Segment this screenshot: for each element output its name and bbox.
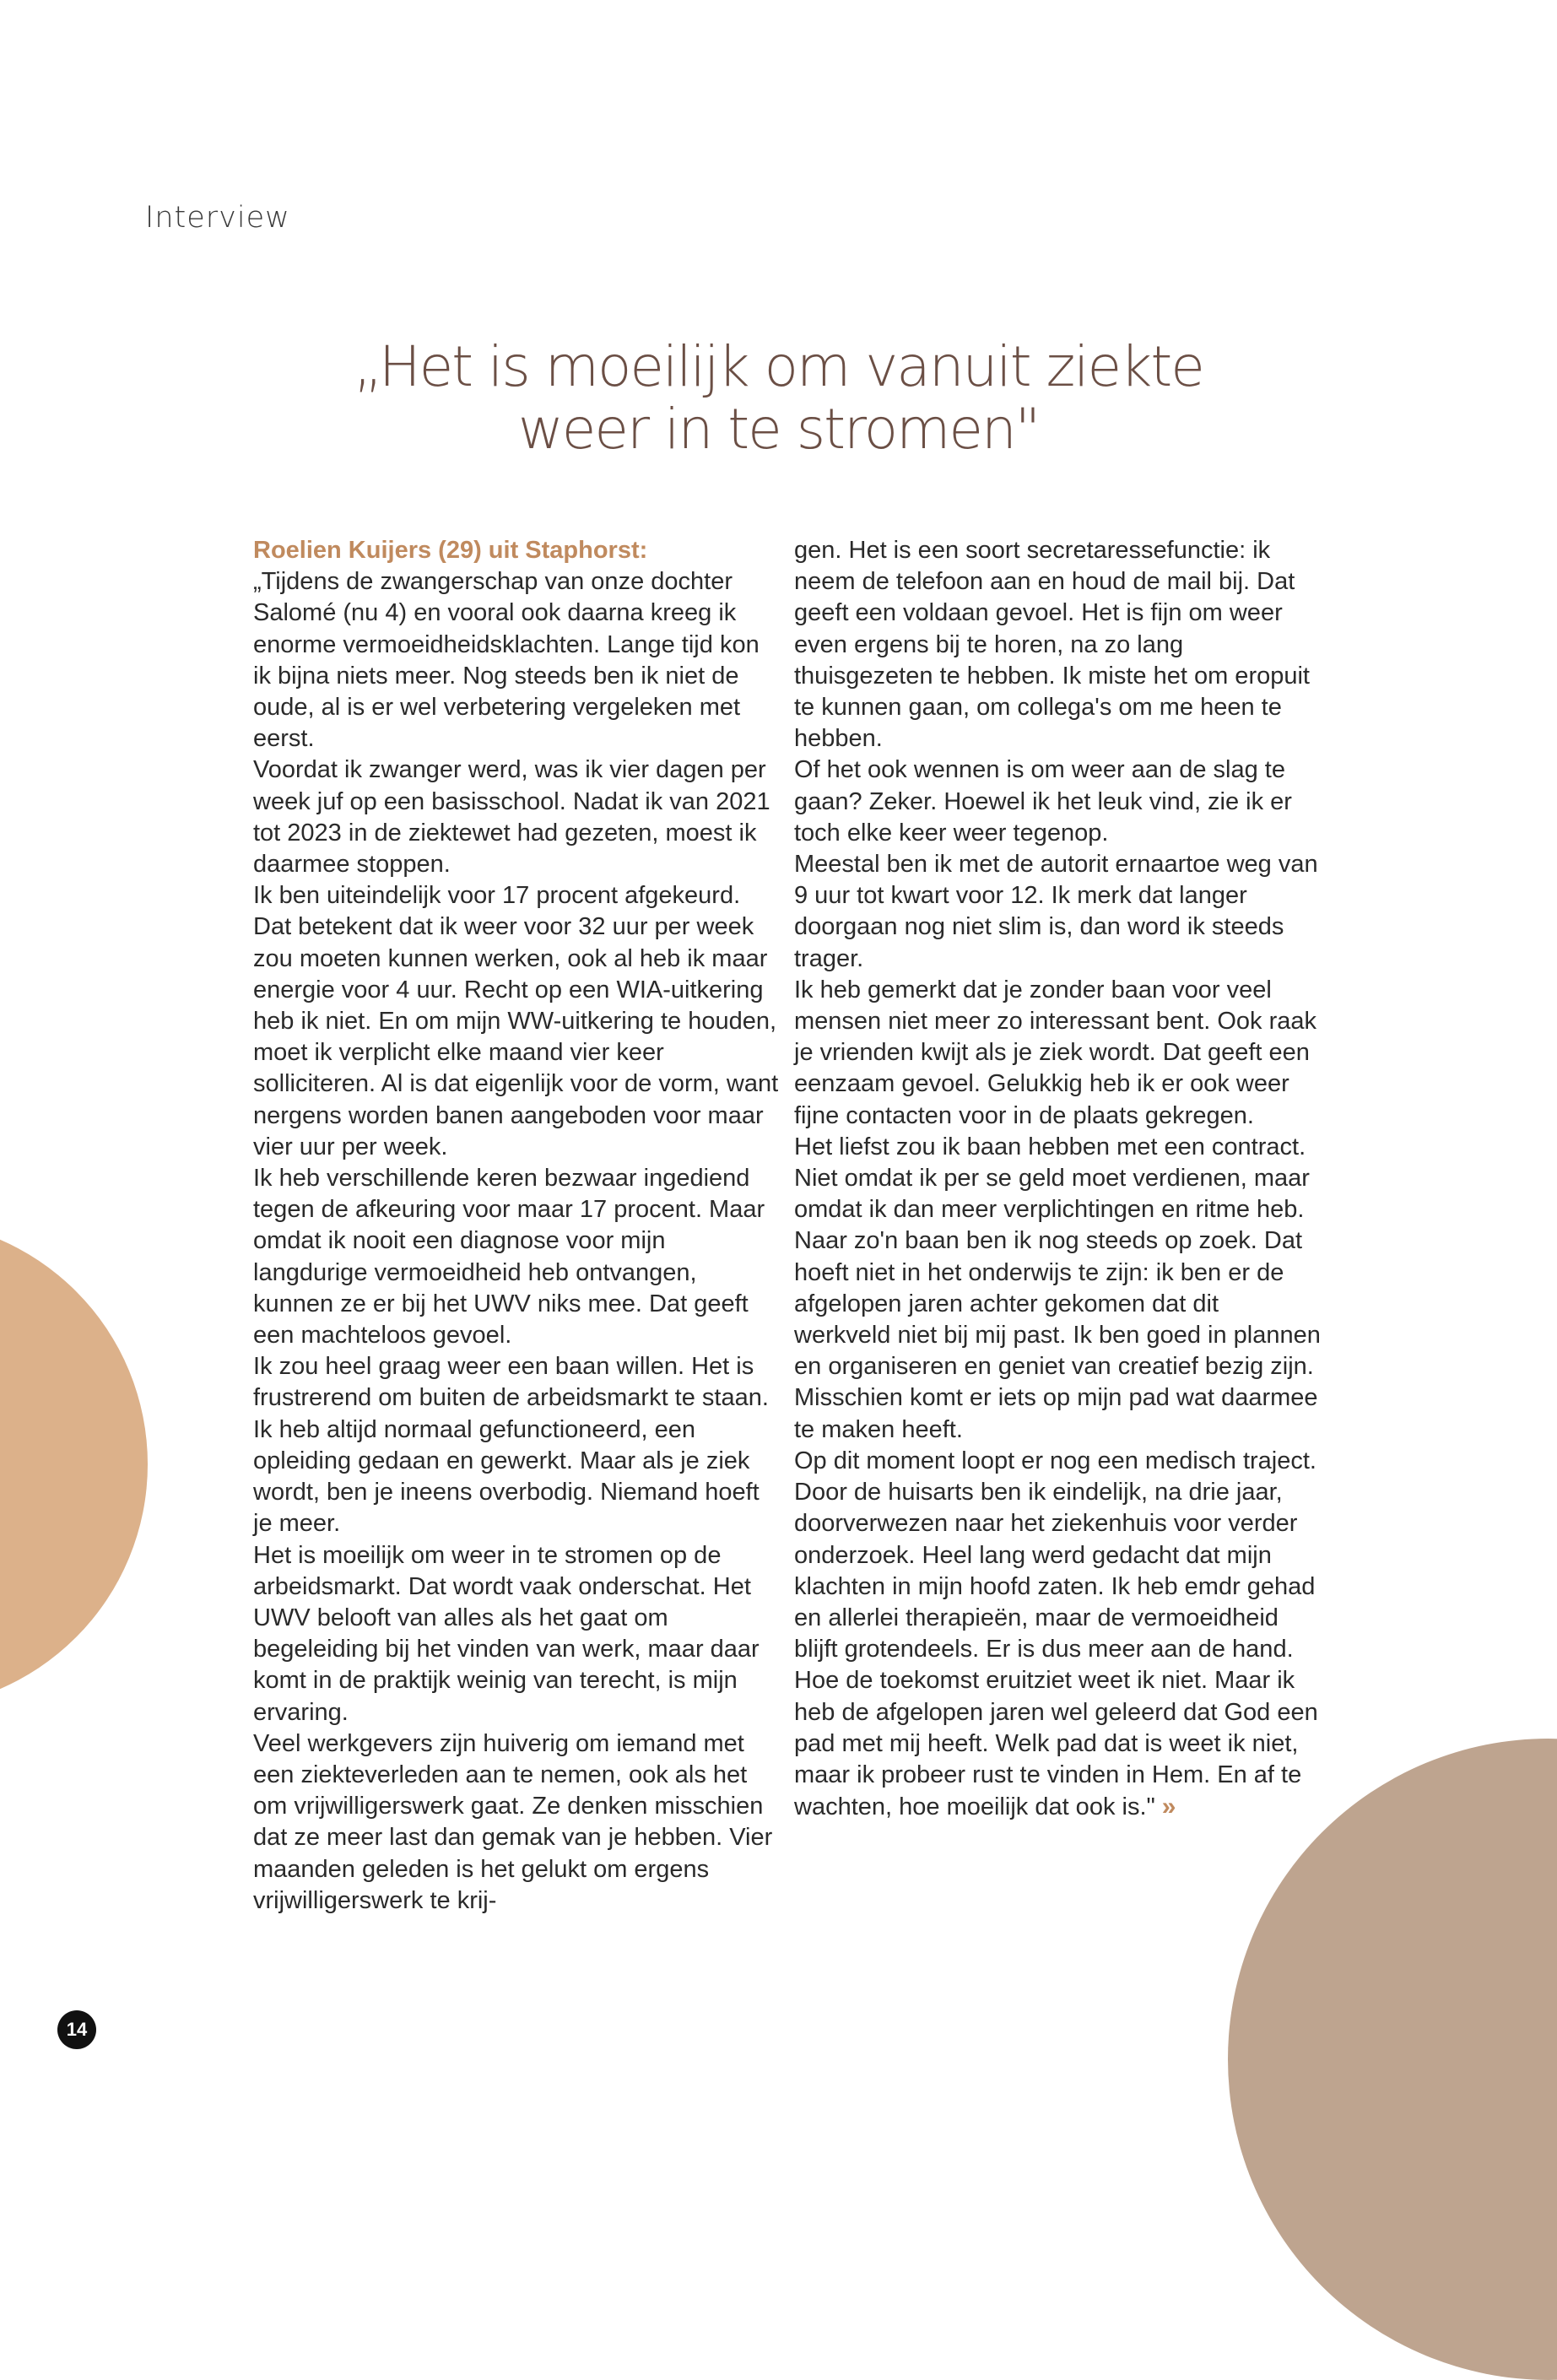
paragraph: Ik heb verschillende keren bezwaar ingediend tegen de afkeuring voor maar 17 procent. Maar omdat ik nooit een diagnose voor mijn langdurige vermoeidheid heb ontvangen, kunnen ze er bij het UWV niks mee. Dat geeft een machteloos gevoel. [253, 1165, 765, 1350]
paragraph: Veel werkgevers zijn huiverig om iemand met een ziekteverleden aan te nemen, ook als het om vrijwilligerswerk gaat. Ze denken misschien dat ze meer last dan gemak van je hebben. Vier maanden geleden is het gelukt om ergens vrijwilligerswerk te krij- [253, 1729, 773, 1914]
last-paragraph [794, 1665, 1322, 1823]
paragraph: gen. Het is een soort secretaressefunctie: ik neem de telefoon aan en houd de mail bij. Dat geeft een voldaan gevoel. Het is fijn om weer even ergens bij te horen, na zo lang thuisgezeten te hebben. Ik miste het om eropuit te kunnen gaan, om collega's om me heen te hebben. [794, 537, 1310, 753]
page-number: 14 [57, 2010, 96, 2049]
paragraph: Op dit moment loopt er nog een medisch traject. Door de huisarts ben ik eindelijk, na drie jaar, doorverwezen naar het ziekenhuis voor verder onderzoek. Heel lang werd gedacht dat mijn klachten in mijn hoofd zaten. Ik heb emdr gehad en allerlei therapieën, maar de vermoeidheid blijft grotendeels. Er is dus meer aan de hand. [794, 1447, 1316, 1663]
paragraph: Ik zou heel graag weer een baan willen. Het is frustrerend om buiten de arbeidsmarkt te staan. Ik heb altijd normaal gefunctioneerd, een opleiding gedaan en gewerkt. Maar als je ziek wordt, ben je ineens overbodig. Niemand hoeft je meer. [253, 1353, 769, 1538]
byline: Roelien Kuijers (29) uit Staphorst: [253, 537, 648, 564]
headline [253, 336, 1304, 461]
paragraph: Het is moeilijk om weer in te stromen op de arbeidsmarkt. Dat wordt vaak onderschat. Het UWV belooft van alles als het gaat om begeleiding bij het vinden van werk, maar daar komt in de praktijk weinig van terecht, is mijn ervaring. [253, 1541, 760, 1726]
headline-line-1: „Het is moeilijk om vanuit ziekte [354, 334, 1203, 399]
decorative-circle-right [1228, 1739, 1557, 2380]
paragraph: Het liefst zou ik baan hebben met een contract. Niet omdat ik per se geld moet verdienen, maar omdat ik dan meer verplichtingen en ritme heb. Naar zo'n baan ben ik nog steeds op zoek. Dat hoeft niet in het onderwijs te zijn: ik ben er de afgelopen jaren achter gekomen dat dit werkveld niet bij mij past. Ik ben goed in plannen en organiseren en geniet van creatief bezig zijn. Misschien komt er iets op mijn pad wat daarmee te maken heeft. [794, 1133, 1321, 1443]
paragraph: Of het ook wennen is om weer aan de slag te gaan? Zeker. Hoewel ik het leuk vind, zie ik er toch elke keer weer tegenop. [794, 756, 1292, 847]
paragraph: Ik ben uiteindelijk voor 17 procent afgekeurd. Dat betekent dat ik weer voor 32 uur per week zou moeten kunnen werken, ook al heb ik maar energie voor 4 uur. Recht op een WIA-uitkering heb ik niet. En om mijn WW-uitkering te houden, moet ik verplicht elke maand vier keer solliciteren. Al is dat eigenlijk voor de vorm, want nergens worden banen aangeboden voor maar vier uur per week. [253, 882, 779, 1160]
paragraph: Voordat ik zwanger werd, was ik vier dagen per week juf op een basisschool. Nadat ik van 2021 tot 2023 in de ziektewet had gezeten, moest ik daarmee stoppen. [253, 756, 770, 879]
article-column-left [253, 535, 781, 1917]
article-column-right [794, 535, 1322, 1823]
decorative-circle-left [0, 1220, 148, 1709]
paragraph: „Tijdens de zwangerschap van onze dochter Salomé (nu 4) en vooral ook daarna kreeg ik enorme vermoeidheidsklachten. Lange tijd kon ik bijna niets meer. Nog steeds ben ik niet de oude, al is er wel verbetering vergeleken met eerst. [253, 568, 760, 753]
paragraph-text: Hoe de toekomst eruitziet weet ik niet. Maar ik heb de afgelopen jaren wel geleerd dat God een pad met mij heeft. Welk pad dat is weet ik niet, maar ik probeer rust te vinden in Hem. En af te wachten, hoe moeilijk dat ook is." [794, 1667, 1318, 1821]
headline-line-2: weer in te stromen" [517, 397, 1040, 462]
paragraph: Meestal ben ik met de autorit ernaartoe weg van 9 uur tot kwart voor 12. Ik merk dat langer doorgaan nog niet slim is, dan word ik steeds trager. [794, 851, 1318, 972]
end-of-article-icon: » [1161, 1793, 1176, 1821]
paragraph: Ik heb gemerkt dat je zonder baan voor veel mensen niet meer zo interessant bent. Ook raak je vrienden kwijt als je ziek wordt. Dat geeft een eenzaam gevoel. Gelukkig heb ik er ook weer fijne contacten voor in de plaats gekregen. [794, 976, 1316, 1129]
section-label: Interview [145, 201, 290, 235]
